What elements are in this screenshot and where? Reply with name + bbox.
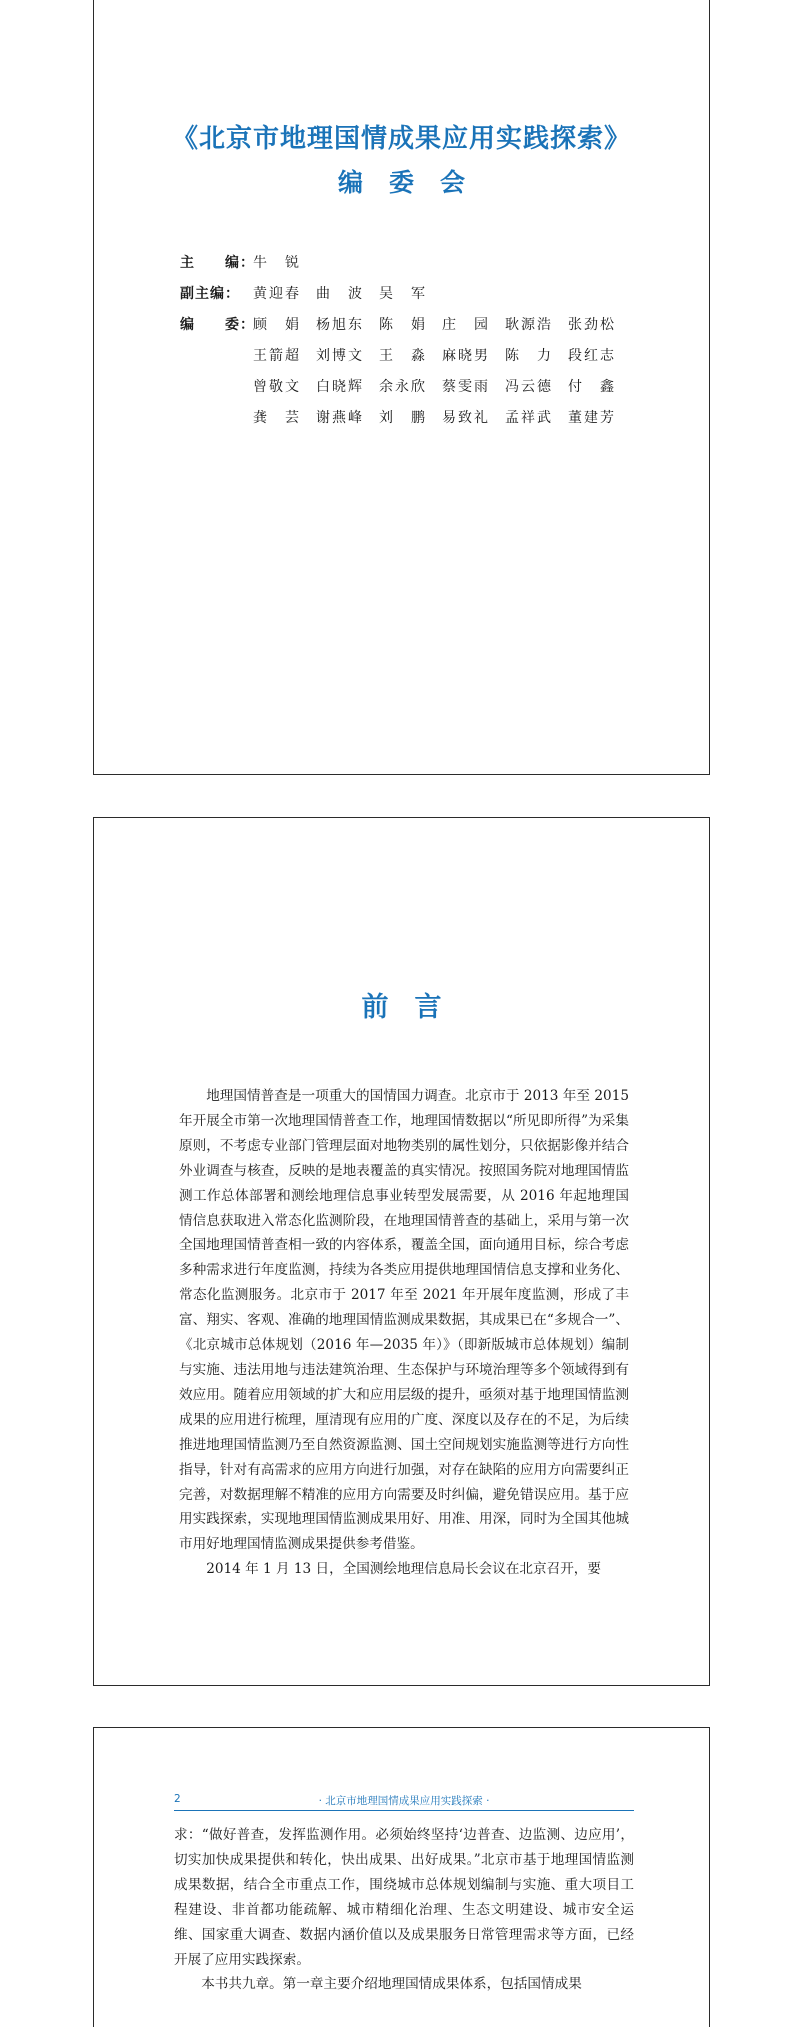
role-row-members [180,308,633,339]
role-row-chief-editor [180,246,633,277]
member-name: 陈 力 [505,347,553,364]
member-name: 陈 娟 [379,316,427,333]
role-label: 副主编： [180,285,240,302]
member-name: 付 鑫 [568,378,616,395]
member-name: 余永欣 [379,378,427,395]
member-name: 王 淼 [379,347,427,364]
member-row [180,370,633,401]
member-name: 张劲松 [568,316,616,333]
preface-body [179,1084,629,1582]
preface-title: 前言 [361,992,468,1023]
body-paragraph: 本书共九章。第一章主要介绍地理国情成果体系，包括国情成果 [201,1976,582,1993]
preface-paragraph: 2014 年 1 月 13 日，全国测绘地理信息局长会议在北京召开，要 [206,1561,601,1578]
member-name: 冯云德 [505,378,553,395]
member-name: 耿源浩 [505,316,553,333]
member-name: 曲 波 [316,285,364,302]
role-label: 编 委： [180,316,255,333]
page-preface [93,817,710,1686]
committee-list [180,246,633,432]
page-number: 2 [174,1793,181,1805]
member-name: 蔡雯雨 [442,378,490,395]
member-name: 刘 鹏 [379,409,427,426]
page3-body [174,1823,634,1997]
preface-paragraph: 地理国情普查是一项重大的国情国力调查。北京市于 2013 年至 2015 年开展全市第一次地理国情普查工作，地理国情数据以“所见即所得”为采集原则，不考虑专业部门管理层面对地物类别的属性划分，只依据影像并结合外业调查与核查，反映的是地表覆盖的真实情况。按照国务院对地理国情监测工作总体部署和测绘地理信息事业转型发展需要，从 2016 年起地理国情信息获取进入常态化监测阶段，在地理国情普查的基础上，采用与第一次全国地理国情普查相一致的内容体系，覆盖全国，面向通用目标，综合考虑多种需求进行年度监测，持续为各类应用提供地理国情信息支撑和业务化、常态化监测服务。北京市于 2017 年至 2021 年开展年度监测，形成了丰富、翔实、客观、准确的地理国情监测成果数据，其成果已在“多规合一”、《北京城市总体规划（2016 年—2035 年）》（即新版城市总体规划）编制与实施、违法用地与违法建筑治理、生态保护与环境治理等多个领域得到有效应用。随着应用领域的扩大和应用层级的提升，亟须对基于地理国情监测成果的应用进行梳理，厘清现有应用的广度、深度以及存在的不足，为后续推进地理国情监测乃至自然资源监测、国土空间规划实施监测等进行方向性指导，针对有高需求的应用方向进行加强，对存在缺陷的应用方向需要纠正完善，对数据理解不精准的应用方向需要及时纠偏，避免错误应用。基于应用实践探索，实现地理国情监测成果用好、用准、用深，同时为全国其他城市用好地理国情监测成果提供参考借鉴。 [179,1088,629,1553]
book-title: 《北京市地理国情成果应用实践探索》 [171,124,631,154]
role-label: 主 编： [180,254,255,271]
running-title: · 北京市地理国情成果应用实践探索 · [318,1795,490,1807]
page-continuation [93,1727,710,2027]
member-name: 牛 锐 [253,254,301,271]
member-name: 白晓辉 [316,378,364,395]
page-editorial-committee [93,0,710,775]
member-row [180,401,633,432]
role-row-deputy-editor [180,277,633,308]
member-name: 杨旭东 [316,316,364,333]
member-name: 吴 军 [379,285,427,302]
member-name: 曾敬文 [253,378,301,395]
member-name: 龚 芸 [253,409,301,426]
body-paragraph: 求：“做好普查，发挥监测作用。必须始终坚持‘边普查、边监测、边应用’，切实加快成果提供和转化，快出成果、出好成果。”北京市基于地理国情监测成果数据，结合全市重点工作，围绕城市总体规划编制与实施、重大项目工程建设、非首都功能疏解、城市精细化治理、生态文明建设、城市安全运维、国家重大调查、数据内涵价值以及成果服务日常管理需求等方面，已经开展了应用实践探索。 [174,1827,634,1968]
member-row [180,339,633,370]
member-name: 段红志 [568,347,616,364]
running-header [174,1792,634,1811]
member-name: 董建芳 [568,409,616,426]
committee-title: 编委会 [337,168,491,197]
member-name: 孟祥武 [505,409,553,426]
member-name: 易致礼 [442,409,490,426]
member-name: 王箭超 [253,347,301,364]
member-name: 谢燕峰 [316,409,364,426]
member-name: 庄 园 [442,316,490,333]
member-name: 麻晓男 [442,347,490,364]
member-name: 顾 娟 [253,316,301,333]
member-name: 刘博文 [316,347,364,364]
member-name: 黄迎春 [253,285,301,302]
